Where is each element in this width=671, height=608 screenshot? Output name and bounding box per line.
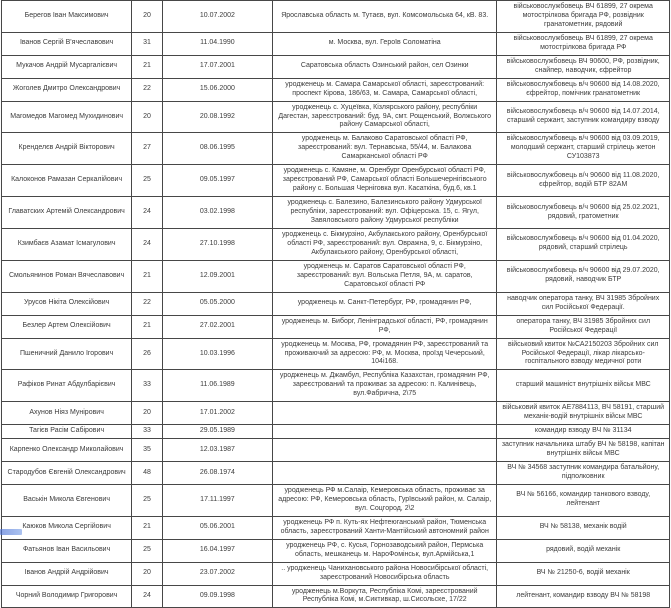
cell-dob: 16.04.1997 bbox=[162, 539, 272, 562]
cell-address: уродженець м. Джамбул, Республіка Казахстан, громадянин РФ, зареєстрований та проживає за адресою: п. Калинівець, вул.Фабрична, 2\75 bbox=[272, 370, 496, 402]
cell-service: військовослужбовець в/ч 90600 від 01.04.2020, рядовий, старший стрілець bbox=[497, 229, 670, 261]
table-row bbox=[2, 55, 670, 78]
bottom-left-artifact bbox=[0, 529, 22, 535]
cell-service: військовослужбовець в/ч 90600 від 11.08.2020, єфрейтор, водій БТР 82АМ bbox=[497, 165, 670, 197]
cell-address: уродженець РФ, с. Кусья, Горнозаводський район, Пермська область, мешканець м. НароФомінськ, вул.Армійська,1 bbox=[272, 539, 496, 562]
table-row bbox=[2, 78, 670, 101]
cell-name: Смольянинов Роман Вячеславович bbox=[2, 260, 132, 292]
cell-address: уродженець м. Саратов Саратовської області РФ, зареєстрований: вул. Вольська Петля, 9А, м. саратов, Саратовської області РФ bbox=[272, 260, 496, 292]
cell-address: уродженець м. Москва, РФ, громадянин РФ, зареєстрований та проживаючий за адресою: РФ, м. Москва, проїзд Чечерський, 104і168. bbox=[272, 338, 496, 370]
cell-name: Ахунов Ніяз Мунірович bbox=[2, 402, 132, 425]
cell-service: рядовий, водій механік bbox=[497, 539, 670, 562]
cell-age: 35 bbox=[132, 439, 163, 462]
cell-service: ВЧ № 58138, механік водій bbox=[497, 516, 670, 539]
table-row bbox=[2, 425, 670, 439]
cell-dob: 11.06.1989 bbox=[162, 370, 272, 402]
cell-name: Іванов Андрій Андрійович bbox=[2, 562, 132, 585]
records-table-body bbox=[2, 1, 670, 608]
cell-address bbox=[272, 462, 496, 485]
cell-name: Іванов Сергій В'ячеславович bbox=[2, 32, 132, 55]
cell-name: Кзимбаєв Азамат Ісмагулович bbox=[2, 229, 132, 261]
cell-age: 22 bbox=[132, 292, 163, 315]
table-row bbox=[2, 484, 670, 516]
cell-dob: 15.06.2000 bbox=[162, 78, 272, 101]
cell-dob: 17.07.2001 bbox=[162, 55, 272, 78]
cell-dob: 05.05.2000 bbox=[162, 292, 272, 315]
cell-age: 24 bbox=[132, 197, 163, 229]
cell-name: Стародубов Євгеній Олександрович bbox=[2, 462, 132, 485]
cell-dob: 09.05.1997 bbox=[162, 165, 272, 197]
cell-address bbox=[272, 425, 496, 439]
cell-service: військовослужбовець в/ч 90600 від 14.07.2014, старший сержант, заступник командиру взводу bbox=[497, 101, 670, 133]
cell-dob: 11.04.1990 bbox=[162, 32, 272, 55]
table-row bbox=[2, 260, 670, 292]
cell-service: військовослужбовець в/ч 90600 від 25.02.2021, рядовий, гратометник bbox=[497, 197, 670, 229]
table-row bbox=[2, 165, 670, 197]
cell-age: 20 bbox=[132, 1, 163, 33]
table-row bbox=[2, 1, 670, 33]
cell-service: військовослужбовець ВЧ 61899, 27 окрема мотострілкова бригада РФ bbox=[497, 32, 670, 55]
cell-address: уродженець с. Бікмурзіно, Акбулакського району, Оренбурської області РФ, зареєстрований: вул. Овражна, 9, с. Бікмурзіно, Акбулакського району, Оренбурської області, bbox=[272, 229, 496, 261]
cell-dob: 23.07.2002 bbox=[162, 562, 272, 585]
cell-name: Васькін Микола Євгенович bbox=[2, 484, 132, 516]
cell-age: 21 bbox=[132, 260, 163, 292]
cell-age: 26 bbox=[132, 338, 163, 370]
cell-service: ВЧ № 56166, командир танкового взводу, лейтенант bbox=[497, 484, 670, 516]
table-row bbox=[2, 197, 670, 229]
cell-name: Главатских Артемій Олександрович bbox=[2, 197, 132, 229]
cell-name: Каюков Микола Сергійович bbox=[2, 516, 132, 539]
cell-dob: 20.08.1992 bbox=[162, 101, 272, 133]
cell-service: військовослужбовець в/ч 90600 від 14.08.2020, єфрейтор, помічник гранатометник bbox=[497, 78, 670, 101]
cell-address: уродженець м. Санкт-Петербург, РФ, громадянин РФ, bbox=[272, 292, 496, 315]
cell-service: ВЧ № 34568 заступник командира батальйону, підполковник bbox=[497, 462, 670, 485]
cell-age: 48 bbox=[132, 462, 163, 485]
table-row bbox=[2, 439, 670, 462]
cell-address: .. уродженець Чанихановського района Новосибірської області, зареєстрований Новосибірська область bbox=[272, 562, 496, 585]
cell-name: Берегов Іван Максимович bbox=[2, 1, 132, 33]
cell-name: Карпенко Олександр Миколайович bbox=[2, 439, 132, 462]
cell-dob: 12.09.2001 bbox=[162, 260, 272, 292]
cell-age: 20 bbox=[132, 562, 163, 585]
cell-age: 24 bbox=[132, 229, 163, 261]
cell-name: Урусов Нікіта Олексійович bbox=[2, 292, 132, 315]
table-row bbox=[2, 32, 670, 55]
cell-dob: 08.06.1995 bbox=[162, 133, 272, 165]
cell-dob: 26.08.1974 bbox=[162, 462, 272, 485]
cell-address: уродженець м.Воркута, Республіка Комі, зареєстрований Республіка Комі, м.Сиктивкар, ш.Сисольске, 17/22 bbox=[272, 585, 496, 608]
personnel-records-table bbox=[1, 0, 670, 608]
cell-age: 24 bbox=[132, 585, 163, 608]
cell-address: уродженець с. Балезино, Балезинського району Удмурської республіки, зареєстрований: вул. Офіцерська. 15, с. Ягул, Завяловського району Удмурської республіки bbox=[272, 197, 496, 229]
cell-address bbox=[272, 402, 496, 425]
table-row bbox=[2, 562, 670, 585]
cell-dob: 29.05.1989 bbox=[162, 425, 272, 439]
cell-address: м. Москва, вул. Героїв Соломатіна bbox=[272, 32, 496, 55]
cell-service: військовослужбовець в/ч 90600 від 03.09.2019, молодший сержант, старший стрілець жетон СУ103873 bbox=[497, 133, 670, 165]
cell-name: Рафіков Ринат Абдулбарієвич bbox=[2, 370, 132, 402]
cell-address: уродженець РФ м.Салаір, Кемеровська область, проживає за адресою: РФ, Кемеровська область, Гурївський район, м. Салаір, вул. Соцгород, 2\2 bbox=[272, 484, 496, 516]
cell-dob: 27.02.2001 bbox=[162, 315, 272, 338]
cell-service: військовослужбовець ВЧ 61899, 27 окрема мотострілкова бригада РФ, розвідник гранатометник, рядовий bbox=[497, 1, 670, 33]
cell-service: наводчик оператора танку, ВЧ 31985 Збройних сил Російської Федерації. bbox=[497, 292, 670, 315]
cell-service: командир взводу ВЧ № 31134 bbox=[497, 425, 670, 439]
table-row bbox=[2, 539, 670, 562]
cell-age: 20 bbox=[132, 402, 163, 425]
cell-name: Безлер Артем Олексійович bbox=[2, 315, 132, 338]
cell-dob: 17.01.2002 bbox=[162, 402, 272, 425]
cell-name: Кренделєв Андрій Вікторович bbox=[2, 133, 132, 165]
cell-name: Калоконов Рамазан Серкалійович bbox=[2, 165, 132, 197]
cell-service: військовий квиток №СА2150203 Збройних сил Російської Федерації, лікар лікарсько-госпітального взводу медичної роти bbox=[497, 338, 670, 370]
cell-age: 33 bbox=[132, 370, 163, 402]
table-row bbox=[2, 585, 670, 608]
cell-dob: 17.11.1997 bbox=[162, 484, 272, 516]
cell-address: уродженець с. Камяне, м. Оренбург Оренбурської області РФ, зареєстрований РФ, Самарської області Большечернігівського району с. Большая Черніговка вул. Касаткіна, буд.6, кв.1 bbox=[272, 165, 496, 197]
cell-address: Ярославська область м. Тутаєв, вул. Комсомольська 64, кВ. 83. bbox=[272, 1, 496, 33]
cell-address: уродженець м. Балаково Саратовської області РФ, зареєстрований: вул. Тернавська, 55/44, м. Балакова Самарканської області РФ bbox=[272, 133, 496, 165]
cell-age: 25 bbox=[132, 539, 163, 562]
cell-service: військовослужбовець ВЧ 90600, РФ, розвідник, снайпер, наводчик, єфрейтор bbox=[497, 55, 670, 78]
table-row bbox=[2, 402, 670, 425]
cell-dob: 10.07.2002 bbox=[162, 1, 272, 33]
cell-address: уродженець м. Биборг, Ленінградської області, РФ, громадянин РФ, bbox=[272, 315, 496, 338]
cell-age: 27 bbox=[132, 133, 163, 165]
cell-address: уродженець РФ п. Куть-ях Нефтеюганський район, Тюменська область, зареєстрований Ханти-Мантійський автономний район bbox=[272, 516, 496, 539]
table-row bbox=[2, 338, 670, 370]
cell-service: військовий квиток АЕ7884113, ВЧ 58191, старший механік-водій внутрішніх військ МВС bbox=[497, 402, 670, 425]
cell-age: 21 bbox=[132, 55, 163, 78]
table-row bbox=[2, 229, 670, 261]
cell-service: оператора танку, ВЧ 31985 Збройних сил Російської Федерації bbox=[497, 315, 670, 338]
table-row bbox=[2, 101, 670, 133]
cell-age: 25 bbox=[132, 165, 163, 197]
cell-address: уродженець м. Самара Самарської області, зареєстрований: проспект Кірова, 186/63, м. Самара, Самарської області, bbox=[272, 78, 496, 101]
cell-name: Пшеничний Данило Ігорович bbox=[2, 338, 132, 370]
cell-name: Магомедов Магомед Мухидинович bbox=[2, 101, 132, 133]
cell-age: 21 bbox=[132, 315, 163, 338]
table-row bbox=[2, 133, 670, 165]
cell-age: 20 bbox=[132, 101, 163, 133]
cell-age: 25 bbox=[132, 484, 163, 516]
cell-age: 31 bbox=[132, 32, 163, 55]
cell-service: військовослужбовець в/ч 90600 від 29.07.2020, рядовий, наводчик БТР bbox=[497, 260, 670, 292]
cell-dob: 10.03.1996 bbox=[162, 338, 272, 370]
cell-name: Мукачов Андрій Мусаргалієвич bbox=[2, 55, 132, 78]
cell-name: Фатьянов Іван Васильович bbox=[2, 539, 132, 562]
cell-age: 33 bbox=[132, 425, 163, 439]
cell-service: заступник начальника штабу ВЧ № 58198, капітан внутрішніх військ МВС bbox=[497, 439, 670, 462]
cell-service: старший машиніст внутрішніх військ МВС bbox=[497, 370, 670, 402]
cell-address: уродженець с. Хуцеївка, Кізлярського району, республіки Дагестан, зареєстрований: буд. 9А, смт. Рощенський, Волжського району Самарської області, bbox=[272, 101, 496, 133]
cell-name: Жоголев Дмитро Олександрович bbox=[2, 78, 132, 101]
cell-dob: 09.09.1998 bbox=[162, 585, 272, 608]
cell-service: лейтенант, командир взводу ВЧ № 58198 bbox=[497, 585, 670, 608]
cell-age: 21 bbox=[132, 516, 163, 539]
table-row bbox=[2, 292, 670, 315]
cell-dob: 03.02.1998 bbox=[162, 197, 272, 229]
cell-dob: 05.06.2001 bbox=[162, 516, 272, 539]
cell-dob: 27.10.1998 bbox=[162, 229, 272, 261]
table-row bbox=[2, 315, 670, 338]
table-row bbox=[2, 516, 670, 539]
cell-age: 22 bbox=[132, 78, 163, 101]
cell-name: Тагієв Расім Сабірович bbox=[2, 425, 132, 439]
table-row bbox=[2, 370, 670, 402]
cell-address bbox=[272, 439, 496, 462]
table-row bbox=[2, 462, 670, 485]
cell-name: Чорний Володимир Григорович bbox=[2, 585, 132, 608]
cell-service: ВЧ № 21250-6, водій механік bbox=[497, 562, 670, 585]
cell-address: Саратовська область Озинський район, сел Озинки bbox=[272, 55, 496, 78]
cell-dob: 12.03.1987 bbox=[162, 439, 272, 462]
